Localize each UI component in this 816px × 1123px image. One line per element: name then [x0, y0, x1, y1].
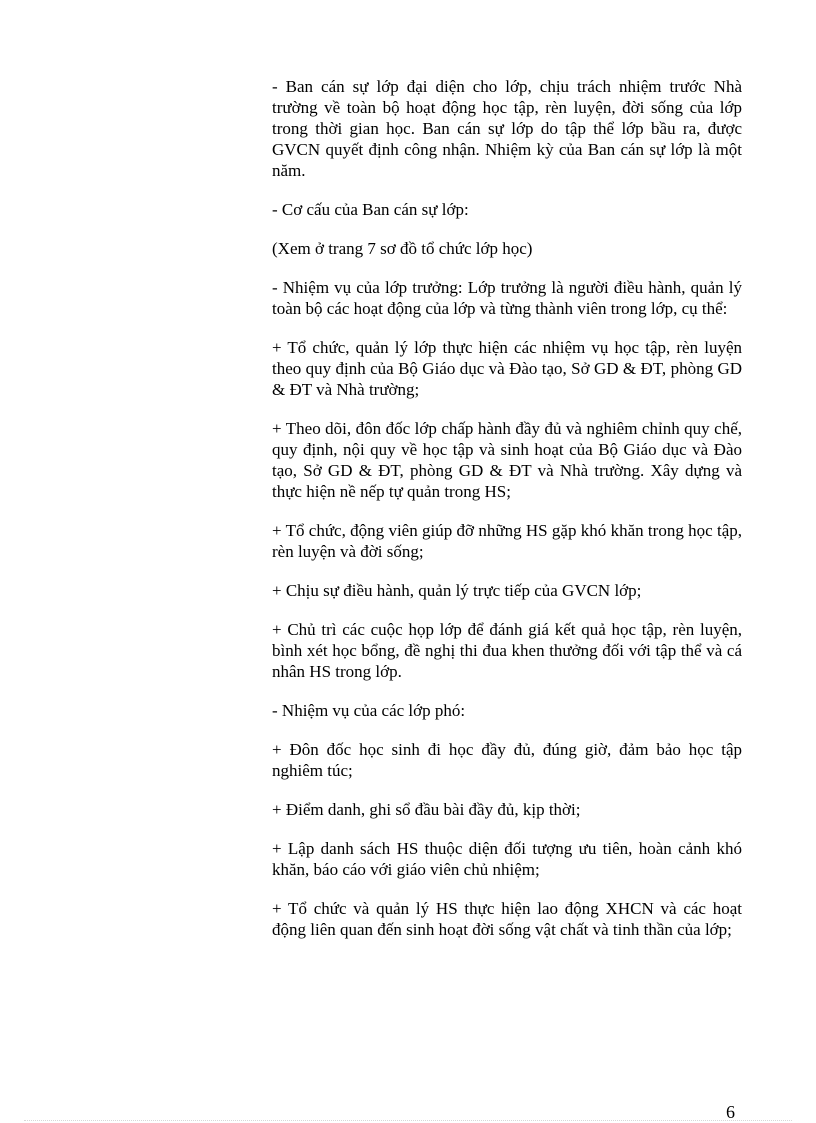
paragraph-see-page-7: (Xem ở trang 7 sơ đồ tổ chức lớp học): [272, 239, 533, 258]
paragraph-deputy-duty-3: + Lập danh sách HS thuộc diện đối tượng ưu tiên, hoàn cảnh khó khăn, báo cáo với giáo viên chủ nhiệm;: [272, 839, 742, 879]
paragraph-monitor-duty-4: + Chịu sự điều hành, quản lý trực tiếp của GVCN lớp;: [272, 581, 642, 600]
paragraph-committee-structure: - Cơ cấu của Ban cán sự lớp:: [272, 200, 469, 219]
paragraph-deputy-duty-4: + Tổ chức và quản lý HS thực hiện lao động XHCN và các hoạt động liên quan đến sinh hoạt đời sống vật chất và tinh thần của lớp;: [272, 899, 742, 939]
paragraph-monitor-duty-2: + Theo dõi, đôn đốc lớp chấp hành đầy đủ và nghiêm chỉnh quy chế, quy định, nội quy về học tập và sinh hoạt của Bộ Giáo dục và Đào tạo, Sở GD & ĐT, phòng GD & ĐT và Nhà trường. Xây dựng và thực hiện nề nếp tự quản trong HS;: [272, 419, 742, 501]
paragraph-deputy-duty-1: + Đôn đốc học sinh đi học đầy đủ, đúng giờ, đảm bảo học tập nghiêm túc;: [272, 740, 742, 780]
paragraph-monitor-duty-3: + Tổ chức, động viên giúp đỡ những HS gặp khó khăn trong học tập, rèn luyện và đời sống;: [272, 521, 742, 561]
paragraph-deputy-duties: - Nhiệm vụ của các lớp phó:: [272, 701, 466, 720]
paragraph-monitor-duty-5: + Chủ trì các cuộc họp lớp để đánh giá kết quả học tập, rèn luyện, bình xét học bổng, đề nghị thi đua khen thưởng đối với tập thể và cá nhân HS trong lớp.: [272, 620, 742, 681]
document-body: [272, 76, 742, 958]
page-number: 6: [726, 1102, 735, 1122]
paragraph-monitor-duty-1: + Tổ chức, quản lý lớp thực hiện các nhiệm vụ học tập, rèn luyện theo quy định của Bộ Giáo dục và Đào tạo, Sở GD & ĐT, phòng GD & ĐT và Nhà trường;: [272, 338, 742, 399]
paragraph-deputy-duty-2: + Điểm danh, ghi sổ đầu bài đầy đủ, kịp thời;: [272, 800, 581, 819]
paragraph-monitor-duties: - Nhiệm vụ của lớp trưởng: Lớp trưởng là người điều hành, quản lý toàn bộ các hoạt động của lớp và từng thành viên trong lớp, cụ thể:: [272, 278, 742, 318]
paragraph-class-committee-role: - Ban cán sự lớp đại diện cho lớp, chịu trách nhiệm trước Nhà trường về toàn bộ hoạt động học tập, rèn luyện, đời sống của lớp trong thời gian học. Ban cán sự lớp do tập thể lớp bầu ra, được GVCN quyết định công nhận. Nhiệm kỳ của Ban cán sự lớp là một năm.: [272, 77, 742, 180]
footer-divider: [24, 1120, 792, 1121]
